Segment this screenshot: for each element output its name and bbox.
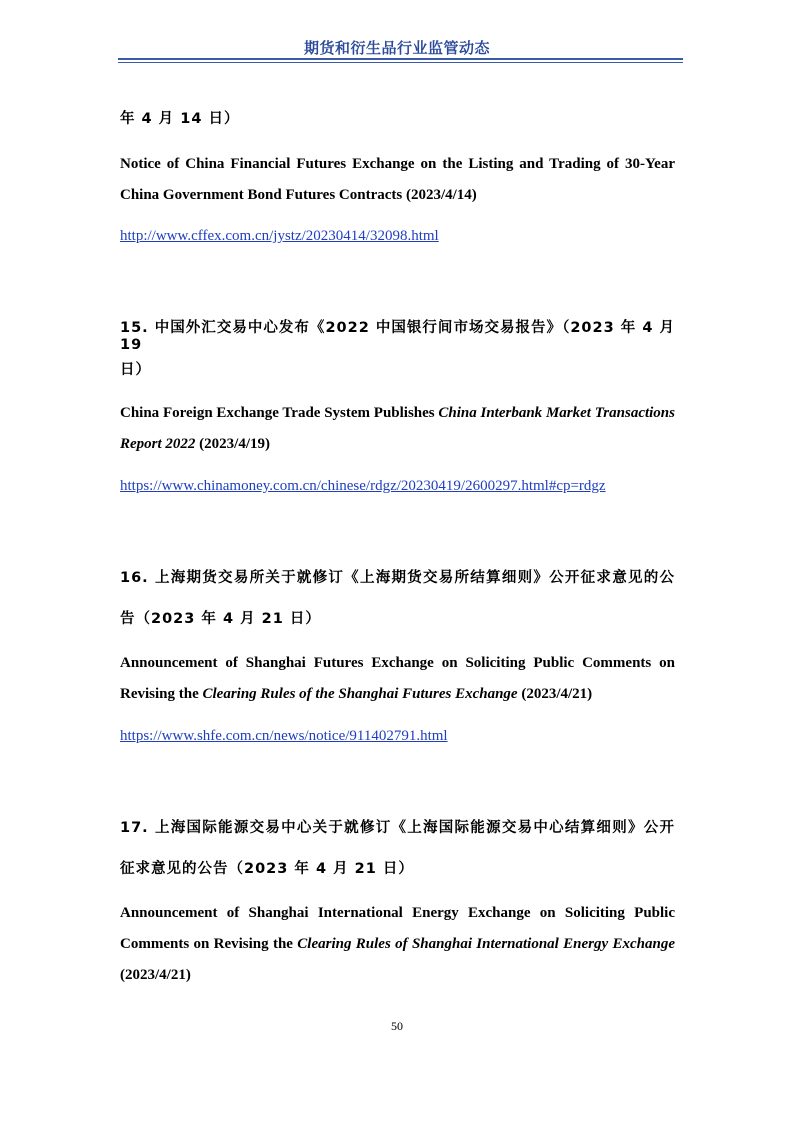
item-16-en-text-b: (2023/4/21) [517,686,593,702]
item-17-zh-title-line2: 征求意见的公告（2023 年 4 月 21 日） [120,861,414,877]
item-16-zh-title-line1: 16. 上海期货交易所关于就修订《上海期货交易所结算细则》公开征求意见的公 [120,570,675,586]
item-15-en-text-b: (2023/4/19) [195,436,270,452]
item-17-en-italic: Clearing Rules of Shanghai International Energy Exchange [297,936,675,952]
header-rule-thin [118,62,683,63]
item-15-link[interactable]: https://www.chinamoney.com.cn/chinese/rdgz/20230419/2600297.html#cp=rdgz [120,478,606,494]
item-14-en-title: Notice of China Financial Futures Exchange on the Listing and Trading of 30-Year China Government Bond Futures Contracts (2023/4/14) [120,156,675,203]
item-16-en-text-a: Announcement of Shanghai Futures Exchange on Soliciting Public Comments on Revising the [120,655,675,702]
item-15-zh-title-line2: 日） [120,362,151,378]
item-15-en-italic: China Interbank Market Transactions Report 2022 [120,405,675,452]
header-rule-thick [118,58,683,60]
page-number: 50 [391,1019,403,1033]
item-16-en-title [120,648,675,710]
item-17-en-text-b: (2023/4/21) [120,967,191,983]
item-14-zh-title-end: 年 4 月 14 日） [120,111,240,127]
item-15-zh-title-line1: 15. 中国外汇交易中心发布《2022 中国银行间市场交易报告》（2023 年 4 月 19 [120,320,675,353]
item-17-en-title [120,898,675,991]
item-16-link[interactable]: https://www.shfe.com.cn/news/notice/911402791.html [120,728,448,744]
item-16-zh-title-line2: 告（2023 年 4 月 21 日） [120,611,321,627]
item-17-zh-title-line1: 17. 上海国际能源交易中心关于就修订《上海国际能源交易中心结算细则》公开 [120,820,675,836]
item-15-en-title [120,398,675,460]
item-17-en-text-a: Announcement of Shanghai International Energy Exchange on Soliciting Public Comments on Revising the [120,905,675,952]
item-14-link[interactable]: http://www.cffex.com.cn/jystz/20230414/32098.html [120,228,439,244]
header-title: 期货和衍生品行业监管动态 [303,39,490,57]
item-16-en-italic: Clearing Rules of the Shanghai Futures Exchange [202,686,518,702]
item-15-en-text-a: China Foreign Exchange Trade System Publishes [120,405,439,421]
